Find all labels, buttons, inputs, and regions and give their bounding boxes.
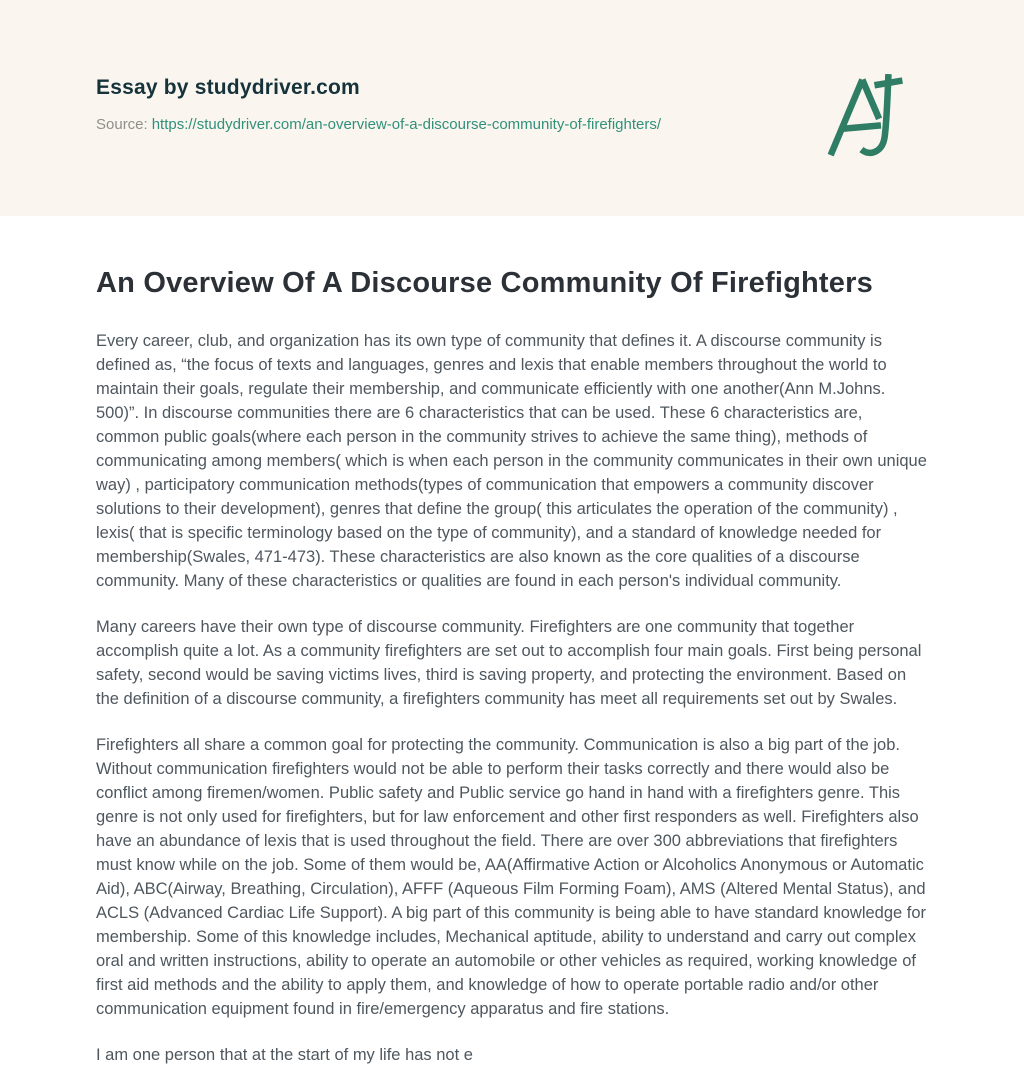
essay-body — [96, 329, 928, 1067]
source-url-link[interactable]: https://studydriver.com/an-overview-of-a-discourse-community-of-firefighters/ — [151, 116, 662, 133]
essay-paragraph-3: Firefighters all share a common goal for protecting the community. Communication is also a big part of the job. Without communication firefighters would not be able to perform their tasks correctly and there would also be conflict among firemen/women. Public safety and Public service go hand in hand with a firefighters genre. This genre is not only used for firefighters, but for law enforcement and other first responders as well. Firefighters also have an abundance of lexis that is used throughout the field. There are over 300 abbreviations that firefighters must know while on the job. Some of them would be, AA(Affirmative Action or Alcoholics Anonymous or Automatic Aid), ABC(Airway, Breathing, Circulation), AFFF (Aqueous Film Forming Foam), AMS (Altered Mental Status), and ACLS (Advanced Cardiac Life Support). A big part of this community is being able to have standard knowledge for membership. Some of this knowledge includes, Mechanical aptitude, ability to understand and carry out complex oral and written instructions, ability to operate an automobile or other vehicles as required, working knowledge of first aid methods and the ability to apply them, and knowledge of how to operate portable radio and/or other communication equipment found in fire/emergency apparatus and fire stations. — [96, 735, 927, 1018]
source-banner — [0, 0, 1024, 216]
source-label: Source: — [96, 116, 148, 133]
essay-content — [0, 216, 1024, 1067]
essay-byline: Essay by studydriver.com — [96, 76, 360, 99]
studydriver-logo-icon — [826, 70, 908, 162]
essay-paragraph-4: I am one person that at the start of my life has not e — [96, 1045, 473, 1064]
essay-paragraph-1: Every career, club, and organization has its own type of community that defines it. A discourse community is defined as, “the focus of texts and languages, genres and lexis that enable members throughout the world to maintain their goals, regulate their membership, and communicate efficiently with one another(Ann M.Johns. 500)”. In discourse communities there are 6 characteristics that can be used. These 6 characteristics are, common public goals(where each person in the community strives to achieve the same thing), methods of communicating among members( which is when each person in the community communicates in their own unique way) , participatory communication methods(types of communication that empowers a community discover solutions to their development), genres that define the group( this articulates the operation of the community) , lexis( that is specific terminology based on the type of community), and a standard of knowledge needed for membership(Swales, 471-473). These characteristics are also known as the core qualities of a discourse community. Many of these characteristics or qualities are found in each person's individual community. — [96, 331, 927, 590]
essay-paragraph-2: Many careers have their own type of discourse community. Firefighters are one community that together accomplish quite a lot. As a community firefighters are set out to accomplish four main goals. First being personal safety, second would be saving victims lives, third is saving property, and protecting the environment. Based on the definition of a discourse community, a firefighters community has meet all requirements set out by Swales. — [96, 617, 922, 708]
essay-title: An Overview Of A Discourse Community Of Firefighters — [96, 267, 873, 299]
source-line — [96, 116, 661, 133]
banner-text-block — [96, 76, 661, 133]
